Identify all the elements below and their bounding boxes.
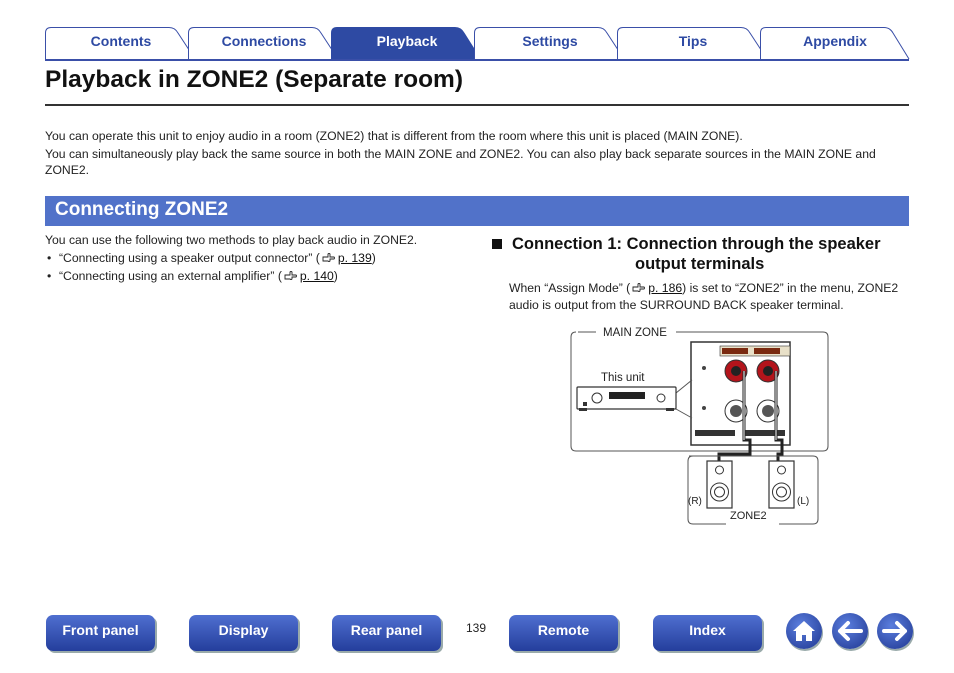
rear-panel-button[interactable] [332,615,441,651]
home-button[interactable] [786,613,822,649]
front-panel-button-label: Front panel [62,622,139,638]
subsection-description [509,280,909,313]
speaker-left-icon [769,461,794,508]
section-header [45,196,909,226]
connection-diagram [568,322,833,527]
display-button-label: Display [218,622,269,638]
pointing-hand-icon [632,282,646,293]
home-icon [786,613,822,649]
tab-appendix[interactable] [760,27,910,60]
tab-contents-label: Contents [90,33,152,49]
square-bullet-icon [492,239,502,249]
main-zone-label: MAIN ZONE [603,327,667,339]
page-number: 139 [466,621,487,635]
pointing-hand-icon [284,270,298,281]
tab-settings-label: Settings [522,33,578,49]
remote-button-label: Remote [537,622,590,638]
subsection-heading-line-2: output terminals [635,255,765,273]
rear-panel-button-label: Rear panel [350,622,423,638]
tab-appendix-label: Appendix [803,33,867,49]
zone2-label: ZONE2 [730,510,767,522]
intro-paragraph-2: You can simultaneously play back the same source in both the MAIN ZONE and ZONE2. You can also play back separate sources in the MAIN ZONE and ZONE2. [45,147,876,177]
tab-connections-label: Connections [221,33,307,49]
pointing-hand-icon [322,252,336,263]
tab-connections[interactable] [188,27,340,60]
left-channel-label: (L) [797,496,810,507]
list-item: • “Connecting using an external amplifier” ( p. 140) [45,267,465,285]
section-title: Connecting ZONE2 [55,199,229,220]
index-button-label: Index [689,622,726,638]
intro-paragraph-1: You can operate this unit to enjoy audio in a room (ZONE2) that is different from the room where this unit is placed (MAIN ZONE). [45,129,743,143]
index-button[interactable] [653,615,762,651]
methods-intro: You can use the following two methods to play back audio in ZONE2. [45,233,418,247]
tab-contents[interactable] [45,27,197,60]
tab-playback-label: Playback [376,33,438,49]
tab-tips[interactable] [617,27,769,60]
bullet-text: “Connecting using an external amplifier” [59,269,275,283]
tab-settings[interactable] [474,27,626,60]
tab-playback[interactable] [331,27,483,60]
front-panel-button[interactable] [46,615,155,651]
arrow-right-icon [877,613,913,649]
desc-pre: When “Assign Mode” ( [509,281,631,295]
this-unit-label: This unit [601,372,645,384]
arrow-left-icon [832,613,868,649]
page-link[interactable]: p. 139 [337,251,372,265]
title-divider [45,104,909,106]
tab-bar [0,0,954,62]
remote-button[interactable] [509,615,618,651]
tab-tips-label: Tips [678,33,708,49]
display-button[interactable] [189,615,298,651]
subsection-heading-line-1: Connection 1: Connection through the speaker [512,235,881,253]
forward-button[interactable] [877,613,913,649]
page-title: Playback in ZONE2 (Separate room) [45,66,463,93]
tab-underline [45,59,909,61]
desc-post: ) is set to “ZONE2” in the menu, ZONE2 audio is output from the SURROUND BACK speaker terminal. [509,281,899,312]
methods-list [45,231,465,285]
right-channel-label: (R) [688,496,702,507]
back-button[interactable] [832,613,868,649]
page-link[interactable]: p. 140 [299,269,334,283]
bullet-text: “Connecting using a speaker output connector” [59,251,313,265]
speaker-right-icon [707,461,732,508]
page-link[interactable]: p. 186 [648,281,683,295]
av-receiver-icon [577,387,676,411]
list-item: • “Connecting using a speaker output connector” ( p. 139) [45,249,465,267]
